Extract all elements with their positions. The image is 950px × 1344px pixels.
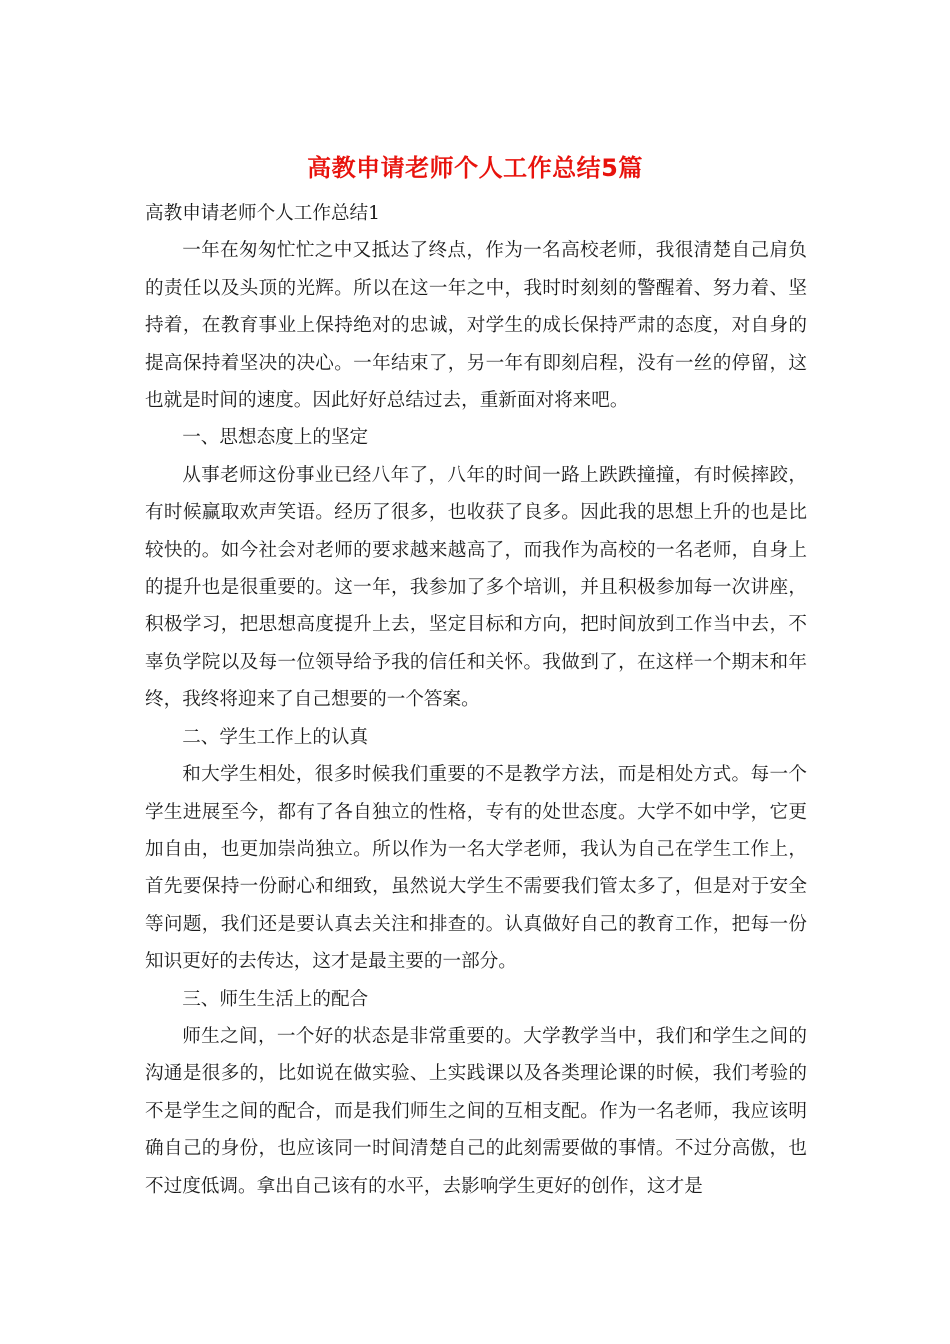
section-heading-2: 二、学生工作上的认真	[182, 726, 369, 748]
paragraph-intro: 一年在匆匆忙忙之中又抵达了终点，作为一名高校老师，我很清楚自己肩负的责任以及头顶的光辉。所以在这一年之中，我时时刻刻的警醒着、努力着、坚持着，在教育事业上保持绝对的忠诚，对学生的成长保持严肃的态度，对自身的提高保持着坚决的决心。一年结束了，另一年有即刻启程，没有一丝的停留，这也就是时间的速度。因此好好总结过去，重新面对将来吧。	[145, 240, 807, 412]
section-subtitle: 高教申请老师个人工作总结1	[145, 203, 380, 224]
paragraph-section-3: 师生之间，一个好的状态是非常重要的。大学教学当中，我们和学生之间的沟通是很多的，比如说在做实验、上实践课以及各类理论课的时候，我们考验的不是学生之间的配合，而是我们师生之间的互相支配。作为一名老师，我应该明确自己的身份，也应该同一时间清楚自己的此刻需要做的事情。不过分高傲，也不过度低调。拿出自己该有的水平，去影响学生更好的创作，这才是	[145, 1025, 807, 1197]
paragraph-section-2: 和大学生相处，很多时候我们重要的不是教学方法，而是相处方式。每一个学生进展至今，都有了各自独立的性格，专有的处世态度。大学不如中学，它更加自由，也更加崇尚独立。所以作为一名大学老师，我认为自己在学生工作上，首先要保持一份耐心和细致，虽然说大学生不需要我们管太多了，但是对于安全等问题，我们还是要认真去关注和排查的。认真做好自己的教育工作，把每一份知识更好的去传达，这才是最主要的一部分。	[145, 764, 807, 973]
document-body	[145, 195, 807, 1205]
section-heading-3: 三、师生生活上的配合	[182, 988, 369, 1010]
document-title: 高教申请老师个人工作总结5篇	[307, 154, 643, 182]
paragraph-section-1: 从事老师这份事业已经八年了，八年的时间一路上跌跌撞撞，有时候摔跤，有时候赢取欢声笑语。经历了很多，也收获了良多。因此我的思想上升的也是比较快的。如今社会对老师的要求越来越高了，而我作为高校的一名老师，自身上的提升也是很重要的。这一年，我参加了多个培训，并且积极参加每一次讲座，积极学习，把思想高度提升上去，坚定目标和方向，把时间放到工作当中去，不辜负学院以及每一位领导给予我的信任和关怀。我做到了，在这样一个期末和年终，我终将迎来了自己想要的一个答案。	[145, 464, 807, 711]
section-heading-1: 一、思想态度上的坚定	[182, 427, 369, 449]
